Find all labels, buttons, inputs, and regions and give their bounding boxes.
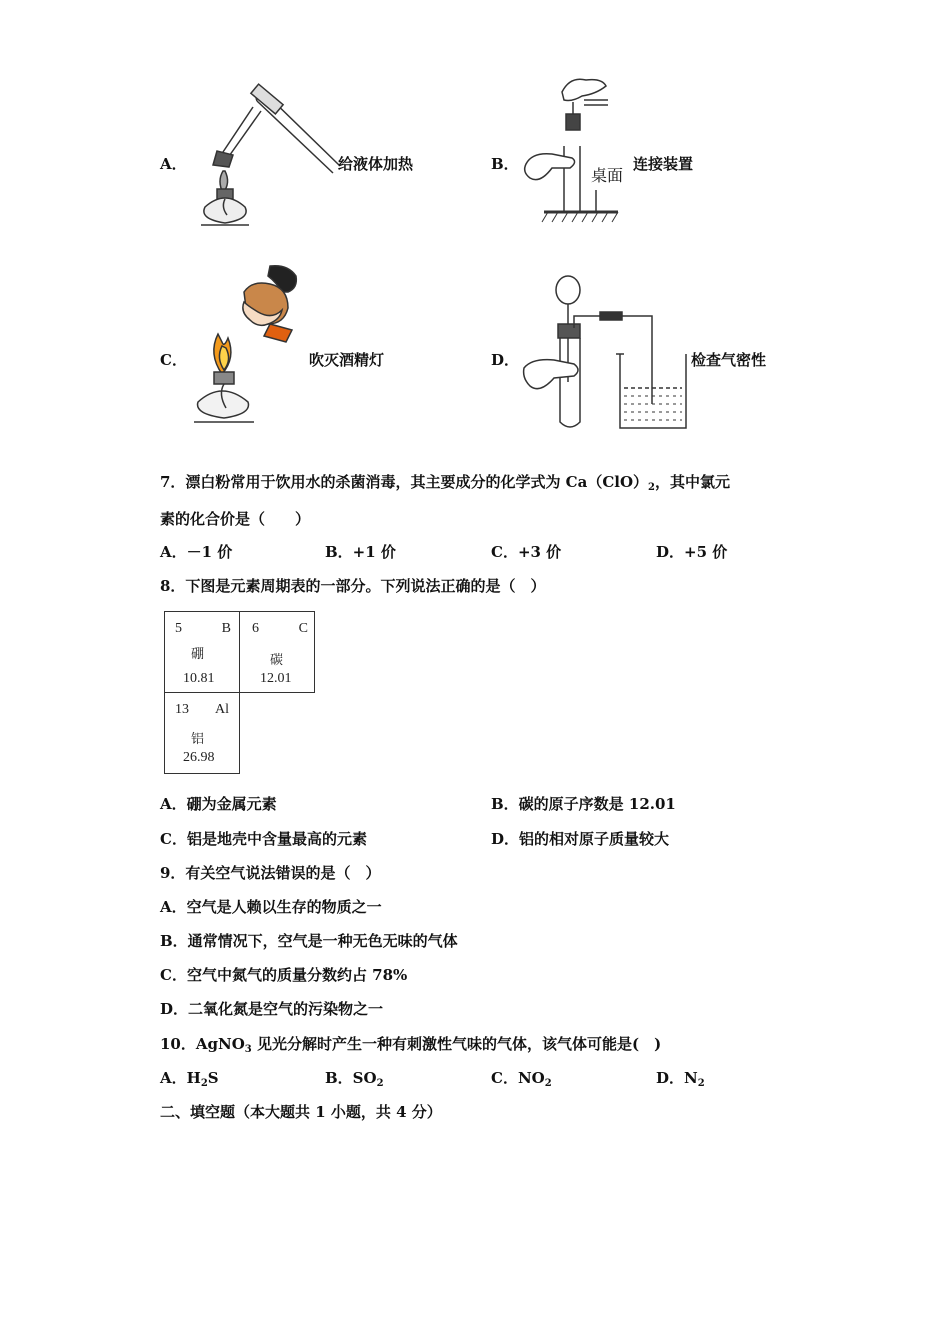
option-c-caption: 吹灭酒精灯 bbox=[309, 351, 385, 369]
q7-stem-line1 bbox=[160, 471, 730, 493]
option-b-caption: 连接装置 bbox=[633, 155, 694, 173]
q8-option-c: C．铝是地壳中含量最高的元素 bbox=[160, 830, 367, 848]
element-mass: 26.98 bbox=[183, 750, 215, 765]
q7-stem-line1-text: 7．漂白粉常用于饮用水的杀菌消毒，其主要成分的化学式为 Ca（ClO） bbox=[160, 473, 649, 491]
q7-option-b: B．+1 价 bbox=[325, 543, 396, 561]
q10-option-a-prefix: A．H bbox=[160, 1069, 201, 1087]
element-cell-boron bbox=[164, 611, 240, 693]
option-a-letter: A． bbox=[160, 155, 187, 173]
q9-option-c: C．空气中氮气的质量分数约占 78% bbox=[160, 966, 408, 984]
element-name: 铝 bbox=[191, 732, 205, 747]
blow-out-lamp-illustration bbox=[192, 262, 307, 427]
heating-liquid-illustration bbox=[195, 85, 340, 230]
element-cell-aluminum bbox=[164, 692, 240, 774]
q7-option-d: D．+5 价 bbox=[656, 543, 728, 561]
airtightness-check-illustration bbox=[524, 272, 689, 432]
option-d-letter: D． bbox=[491, 351, 520, 369]
q8-option-a: A．硼为金属元素 bbox=[160, 795, 277, 813]
element-name: 硼 bbox=[191, 647, 205, 662]
q7-subscript: 2 bbox=[648, 482, 655, 493]
element-mass: 10.81 bbox=[183, 671, 215, 686]
q8-option-d: D．铝的相对原子质量较大 bbox=[491, 830, 670, 848]
element-number: 13 bbox=[175, 702, 189, 717]
q7-option-a: A．－1 价 bbox=[160, 543, 233, 561]
section-2-title: 二、填空题（本大题共 1 小题，共 4 分） bbox=[160, 1103, 442, 1121]
q9-option-d: D．二氧化氮是空气的污染物之一 bbox=[160, 1000, 384, 1018]
q7-stem-line2: 素的化合价是（ ） bbox=[160, 510, 311, 528]
option-b-letter: B． bbox=[491, 155, 519, 173]
q9-stem: 9．有关空气说法错误的是（ ） bbox=[160, 864, 381, 882]
q10-subscript: 3 bbox=[244, 1044, 252, 1055]
q10-stem-tail: 见光分解时产生一种有刺激性气味的气体，该气体可能是( ) bbox=[251, 1035, 662, 1053]
q10-option-d-sub: 2 bbox=[697, 1078, 705, 1089]
option-c-letter: C． bbox=[160, 351, 187, 369]
q10-option-a-sub: 2 bbox=[200, 1078, 208, 1089]
q7-option-c: C．+3 价 bbox=[491, 543, 562, 561]
element-mass: 12.01 bbox=[260, 671, 292, 686]
element-name: 碳 bbox=[270, 653, 284, 668]
q9-option-b: B．通常情况下，空气是一种无色无味的气体 bbox=[160, 932, 458, 950]
q10-option-d bbox=[656, 1067, 705, 1089]
q10-option-c-prefix: C．NO bbox=[491, 1069, 545, 1087]
option-a-caption: 给液体加热 bbox=[338, 155, 414, 173]
element-symbol: B bbox=[221, 621, 231, 636]
q10-option-b-sub: 2 bbox=[376, 1078, 384, 1089]
q10-option-c bbox=[491, 1067, 552, 1089]
element-symbol: C bbox=[298, 621, 308, 636]
element-cell-carbon bbox=[239, 611, 315, 693]
q10-option-c-sub: 2 bbox=[544, 1078, 552, 1089]
q10-option-b-prefix: B．SO bbox=[325, 1069, 377, 1087]
q8-option-b: B．碳的原子序数是 12.01 bbox=[491, 795, 676, 813]
q10-stem-text: 10．AgNO bbox=[160, 1035, 245, 1053]
q10-option-d-prefix: D．N bbox=[656, 1069, 698, 1087]
q10-stem bbox=[160, 1033, 661, 1055]
q8-stem: 8．下图是元素周期表的一部分。下列说法正确的是（ ） bbox=[160, 577, 546, 595]
q9-option-a: A．空气是人赖以生存的物质之一 bbox=[160, 898, 382, 916]
q10-option-b bbox=[325, 1067, 384, 1089]
q10-option-a bbox=[160, 1067, 219, 1089]
q10-option-a-suffix: S bbox=[207, 1069, 219, 1087]
element-number: 6 bbox=[252, 621, 259, 636]
q7-stem-line1-tail: ，其中氯元 bbox=[655, 473, 731, 491]
element-symbol: Al bbox=[215, 702, 229, 717]
option-d-caption: 检查气密性 bbox=[691, 351, 767, 369]
desk-label: 桌面 bbox=[591, 166, 624, 185]
connect-apparatus-illustration bbox=[522, 72, 627, 227]
element-number: 5 bbox=[175, 621, 182, 636]
